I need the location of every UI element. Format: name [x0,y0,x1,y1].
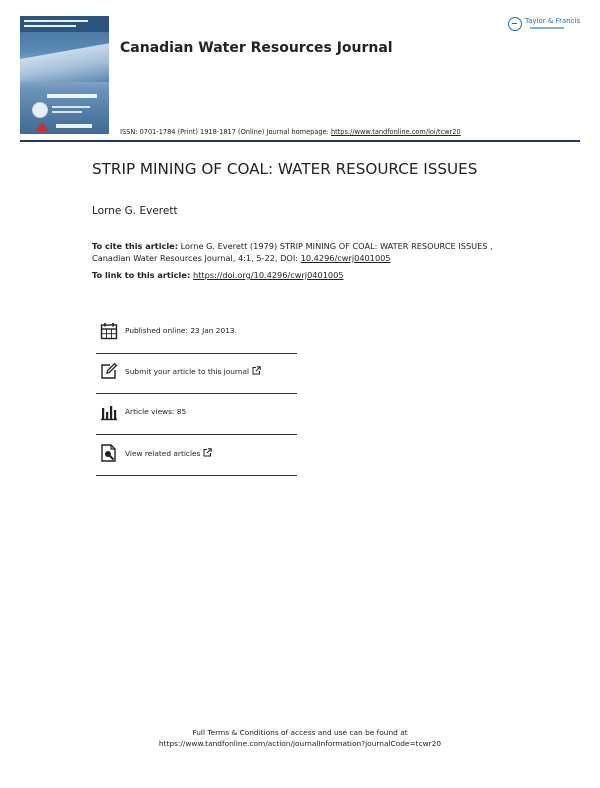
footer-terms-text: Full Terms & Conditions of access and use can be found at [192,728,408,737]
article-author: Lorne G. Everett [92,205,178,217]
cover-badge [32,102,48,118]
publisher-logo-text: Taylor & Francis [525,17,581,25]
edit-icon [100,362,118,380]
views-row [96,395,297,435]
published-row [96,314,297,354]
cover-header-band [20,16,109,32]
external-link-icon [252,366,261,375]
citation-label: To cite this article: [92,241,178,251]
calendar-icon [100,322,118,340]
submit-article-link[interactable] [125,366,261,376]
publisher-tagline [530,27,564,29]
related-articles-link[interactable] [125,448,212,458]
cover-issue-line [47,94,97,98]
external-link-icon [203,448,212,457]
issn-line [120,128,461,136]
link-label: To link to this article: [92,270,193,280]
citation-text: Lorne G. Everett (1979) STRIP MINING OF COAL: WATER RESOURCE ISSUES , Canadian Water Resources Journal, 4:1, 5-22, DOI: [92,241,493,263]
footer-terms-url[interactable]: https://www.tandfonline.com/action/journalInformation?journalCode=tcwr20 [158,739,442,748]
cover-landscape [20,42,109,82]
journal-title[interactable]: Canadian Water Resources Journal [120,40,393,56]
bar-chart-icon [100,403,118,421]
issn-text: ISSN: 0701-1784 (Print) 1918-1817 (Online) Journal homepage: [120,128,331,136]
cover-title-line [24,20,88,22]
article-views: Article views: 85 [125,407,187,416]
article-link-line [92,270,344,280]
journal-cover-image [20,16,109,134]
header-rule [20,140,580,142]
journal-homepage-link[interactable]: https://www.tandfonline.com/loi/tcwr20 [330,128,461,136]
cover-subtitle-line [24,25,76,27]
related-articles-label: View related articles [125,449,201,458]
article-doi-url[interactable]: https://doi.org/10.4296/cwrj0401005 [193,270,344,280]
published-date: Published online: 23 Jan 2013. [125,326,237,335]
publisher-logo[interactable] [508,17,584,35]
publisher-logo-icon [508,17,522,31]
submit-article-label: Submit your article to this journal [125,367,250,376]
footer [0,727,600,749]
row-divider [96,393,297,395]
related-row[interactable] [96,436,297,476]
row-divider [96,434,297,436]
cover-caption-line [52,106,90,108]
citation-block [92,240,502,264]
cover-caption-line [52,111,82,113]
cover-society-logo [56,124,92,128]
submit-row[interactable] [96,354,297,394]
doi-link[interactable]: 10.4296/cwrj0401005 [300,253,391,263]
search-document-icon [100,444,118,462]
maple-leaf-icon [36,122,48,131]
article-title: STRIP MINING OF COAL: WATER RESOURCE ISSUES [92,160,478,178]
row-divider [96,475,297,477]
